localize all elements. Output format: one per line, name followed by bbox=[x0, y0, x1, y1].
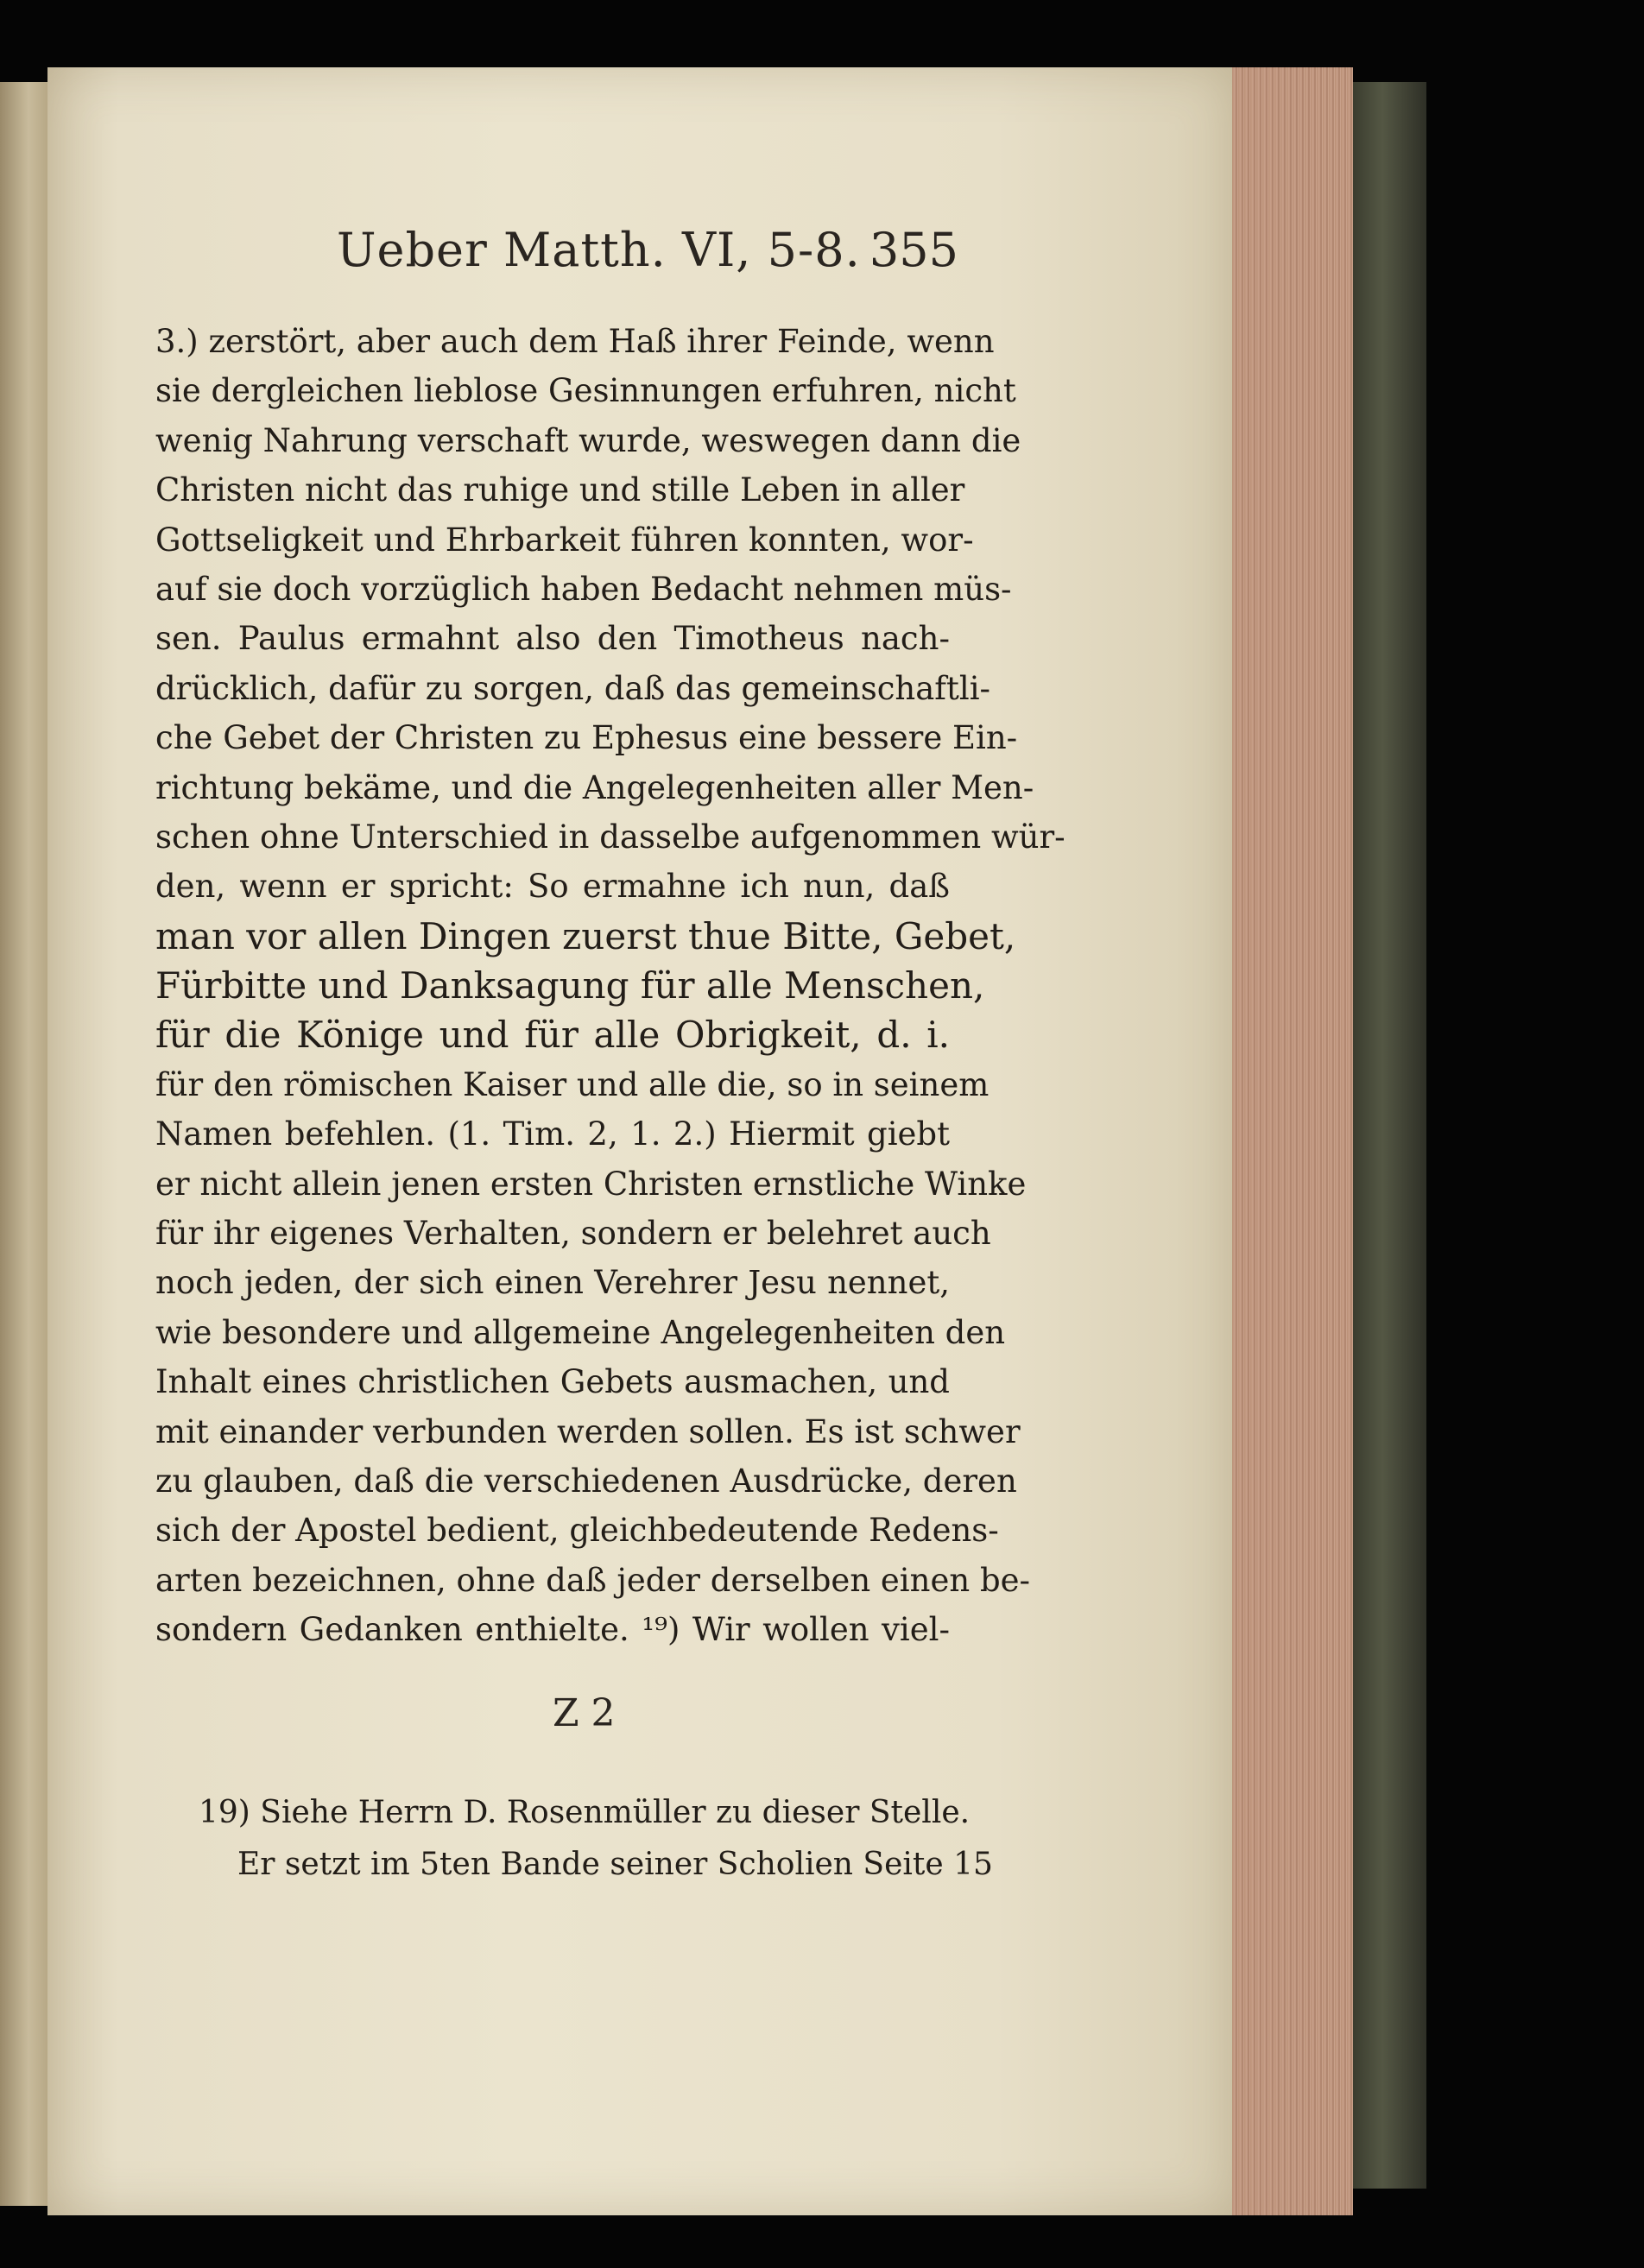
running-head: Ueber Matth. VI, 5-8. bbox=[337, 223, 861, 277]
text-line: arten bezeichnen, ohne daß jeder derselben einen be- bbox=[155, 1561, 1031, 1599]
text-line: auf sie doch vorzüglich haben Bedacht nehmen müs- bbox=[155, 570, 1012, 608]
text-line: richtung bekäme, und die Angelegenheiten aller Men- bbox=[155, 768, 1034, 806]
text-line: sen. Paulus ermahnt also den Timotheus nach- bbox=[155, 620, 950, 658]
text-line: 3.) zerstört, aber auch dem Haß ihrer Feinde, wenn bbox=[155, 323, 995, 360]
footnote-line: 19) Siehe Herrn D. Rosenmüller zu dieser Stelle. bbox=[199, 1795, 971, 1830]
text-line: für den römischen Kaiser und alle die, so in seinem bbox=[155, 1065, 990, 1103]
text-line: Christen nicht das ruhige und stille Leben in aller bbox=[155, 471, 965, 509]
text-line: den, wenn er spricht: So ermahne ich nun, daß bbox=[155, 868, 950, 906]
left-page-sliver bbox=[0, 82, 47, 2206]
footnote bbox=[199, 1787, 993, 1891]
page-header bbox=[337, 223, 958, 292]
text-line: schen ohne Unterschied in dasselbe aufgenommen wür- bbox=[155, 818, 1065, 856]
book-cover bbox=[1353, 82, 1426, 2189]
text-line: sondern Gedanken enthielte. ¹⁹) Wir wollen viel- bbox=[155, 1611, 950, 1649]
text-line: Inhalt eines christlichen Gebets ausmachen, und bbox=[155, 1363, 950, 1401]
text-line: Gottseligkeit und Ehrbarkeit führen konnten, wor- bbox=[155, 521, 974, 559]
text-line: für ihr eigenes Verhalten, sondern er belehret auch bbox=[155, 1215, 991, 1253]
body-text bbox=[155, 317, 1065, 1655]
page-number: 355 bbox=[869, 223, 958, 277]
text-line: sich der Apostel bedient, gleichbedeutende Redens- bbox=[155, 1512, 999, 1550]
text-line: man vor allen Dingen zuerst thue Bitte, Gebet, bbox=[155, 914, 1016, 957]
signature-mark: Z 2 bbox=[553, 1691, 616, 1735]
text-line: che Gebet der Christen zu Ephesus eine bessere Ein- bbox=[155, 719, 1018, 757]
text-line: zu glauben, daß die verschiedenen Ausdrücke, deren bbox=[155, 1462, 1017, 1500]
text-line: er nicht allein jenen ersten Christen ernstliche Winke bbox=[155, 1165, 1027, 1203]
text-line: drücklich, dafür zu sorgen, daß das gemeinschaftli- bbox=[155, 669, 991, 707]
page-edges bbox=[1232, 67, 1353, 2215]
text-line: Namen befehlen. (1. Tim. 2, 1. 2.) Hiermit giebt bbox=[155, 1115, 950, 1153]
text-line: Fürbitte und Danksagung für alle Menschen, bbox=[155, 964, 985, 1008]
text-line: sie dergleichen lieblose Gesinnungen erfuhren, nicht bbox=[155, 372, 1016, 410]
text-line: wie besondere und allgemeine Angelegenheiten den bbox=[155, 1313, 1006, 1351]
text-line: mit einander verbunden werden sollen. Es ist schwer bbox=[155, 1412, 1021, 1450]
text-line: noch jeden, der sich einen Verehrer Jesu nennet, bbox=[155, 1264, 950, 1302]
text-line: für die Könige und für alle Obrigkeit, d. i. bbox=[155, 1014, 950, 1057]
footnote-line: Er setzt im 5ten Bande seiner Scholien Seite 15 bbox=[237, 1847, 993, 1882]
text-line: wenig Nahrung verschaft wurde, weswegen dann die bbox=[155, 421, 1021, 459]
